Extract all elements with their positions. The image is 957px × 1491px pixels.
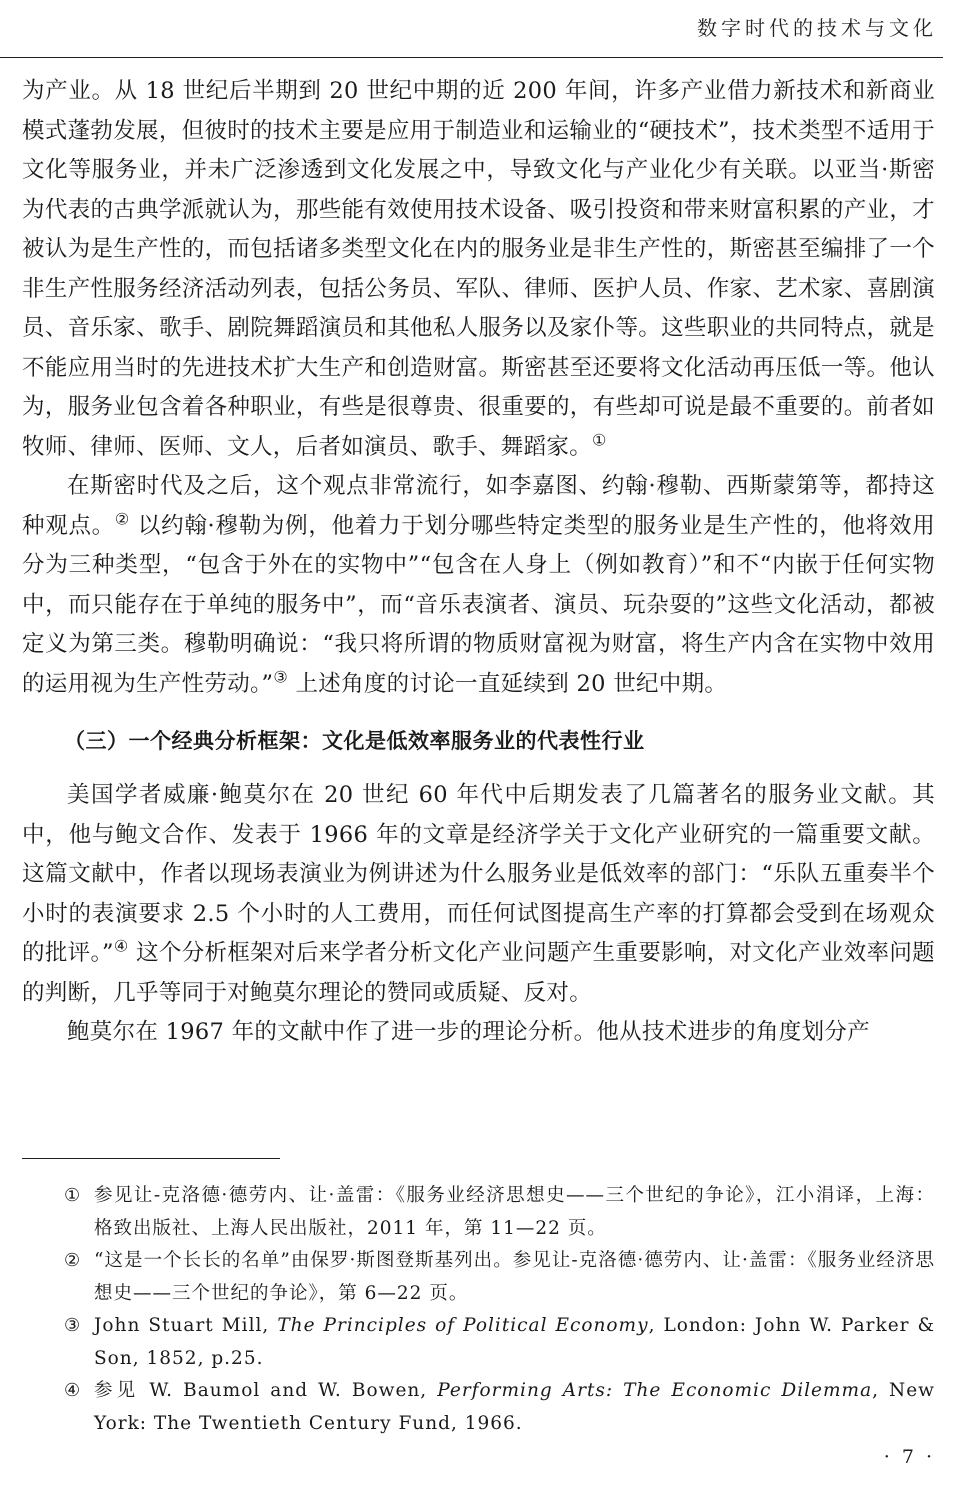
footnote-number: ③	[64, 1315, 82, 1336]
paragraph-text: 美国学者威廉·鲍莫尔在 20 世纪 60 年代中后期发表了几篇著名的服务业文献。其中，他与鲍文合作、发表于 1966 年的文章是经济学关于文化产业研究的一篇重要文献。这篇文献中，作者以现场表演业为例讲述为什么服务业是低效率的部门：“乐队五重奏半个小时的表演要求 2.5 个小时的人工费用，而任何试图提高生产率的打算都会受到在场观众的批评。”	[22, 782, 935, 966]
page-number: · 7 ·	[883, 1446, 935, 1468]
paragraph-baumol-1967: 鲍莫尔在 1967 年的文献中作了进一步的理论分析。他从技术进步的角度划分产	[67, 1019, 870, 1045]
paragraph-continued	[22, 72, 935, 467]
footnote-text: 参见让-克洛德·德劳内、让·盖雷：《服务业经济思想史——三个世纪的争论》，江小涓译，上海：格致出版社、上海人民出版社，2011 年，第 11—22 页。	[94, 1185, 935, 1239]
footnote-number: ②	[64, 1250, 82, 1271]
footnote-item	[22, 1180, 935, 1245]
footnote-number: ①	[64, 1185, 82, 1206]
footnote-ref-4[interactable]: ④	[113, 936, 129, 956]
header-rule	[0, 57, 943, 58]
footnote-item	[22, 1375, 935, 1440]
footnote-item	[22, 1245, 935, 1310]
book-title: Performing Arts: The Economic Dilemma	[437, 1380, 873, 1401]
footnote-ref-2[interactable]: ②	[114, 509, 130, 528]
footnote-rule	[22, 1158, 280, 1159]
paragraph-text: 为产业。从 18 世纪后半期到 20 世纪中期的近 200 年间，许多产业借力新技术和新商业模式蓬勃发展，但彼时的技术主要是应用于制造业和运输业的“硬技术”，技术类型不适用于文化等服务业，并未广泛渗透到文化发展之中，导致文化与产业化少有关联。以亚当·斯密为代表的古典学派就认为，那些能有效使用技术设备、吸引投资和带来财富积累的产业，才被认为是生产性的，而包括诸多类型文化在内的服务业是非生产性的，斯密甚至编排了一个非生产性服务经济活动列表，包括公务员、军队、律师、医护人员、作家、艺术家、喜剧演员、音乐家、歌手、剧院舞蹈演员和其他私人服务以及家仆等。这些职业的共同特点，就是不能应用当时的先进技术扩大生产和创造财富。斯密甚至还要将文化活动再压低一等。他认为，服务业包含着各种职业，有些是很尊贵、很重要的，有些却可说是最不重要的。前者如牧师、律师、医师、文人，后者如演员、歌手、舞蹈家。	[22, 78, 935, 460]
footnote-ref-1[interactable]: ①	[592, 430, 607, 449]
paragraph-smith-era	[22, 467, 935, 704]
paragraph-text: 这个分析框架对后来学者分析文化产业问题产生重要影响，对文化产业效率问题的判断，几乎等同于对鲍莫尔理论的赞同或质疑、反对。	[22, 940, 935, 1006]
footnotes	[22, 1180, 935, 1440]
paragraph-text: 以约翰·穆勒为例，他着力于划分哪些特定类型的服务业是生产性的，他将效用分为三种类型，“包含于外在的实物中”“包含在人身上（例如教育）”和不“内嵌于任何实物中，而只能存在于单纯的服务中”，而“音乐表演者、演员、玩杂耍的”这些文化活动，都被定义为第三类。穆勒明确说：“我只将所谓的物质财富视为财富，将生产内含在实物中效用的运用视为生产性劳动。”	[22, 512, 935, 697]
paragraph-baumol	[22, 776, 935, 1013]
paragraph-text: 在斯密时代及之后，这个观点非常流行，如李嘉图、约翰·穆勒、西斯蒙第等，都持这种观点。	[22, 473, 935, 539]
footnote-item	[22, 1310, 935, 1375]
paragraph-text: 上述角度的讨论一直延续到 20 世纪中期。	[288, 670, 728, 697]
section-heading: （三）一个经典分析框架：文化是低效率服务业的代表性行业	[64, 729, 645, 753]
book-title: The Principles of Political Economy	[277, 1315, 649, 1336]
footnote-number: ④	[64, 1380, 82, 1401]
footnote-text: “这是一个长长的名单”由保罗·斯图登斯基列出。参见让-克洛德·德劳内、让·盖雷：《服务业经济思想史——三个世纪的争论》，第 6—22 页。	[94, 1250, 935, 1304]
running-header: 数字时代的技术与文化	[697, 16, 937, 40]
footnote-text: John Stuart Mill, The Principles of Political Economy, London: John W. Parker & Son, 1852, p.25.	[94, 1315, 935, 1369]
footnote-ref-3[interactable]: ③	[273, 667, 289, 686]
footnote-text: 参见 W. Baumol and W. Bowen, Performing Arts: The Economic Dilemma, New York: The Twentieth Century Fund, 1966.	[94, 1380, 936, 1434]
body-text	[22, 72, 935, 1053]
